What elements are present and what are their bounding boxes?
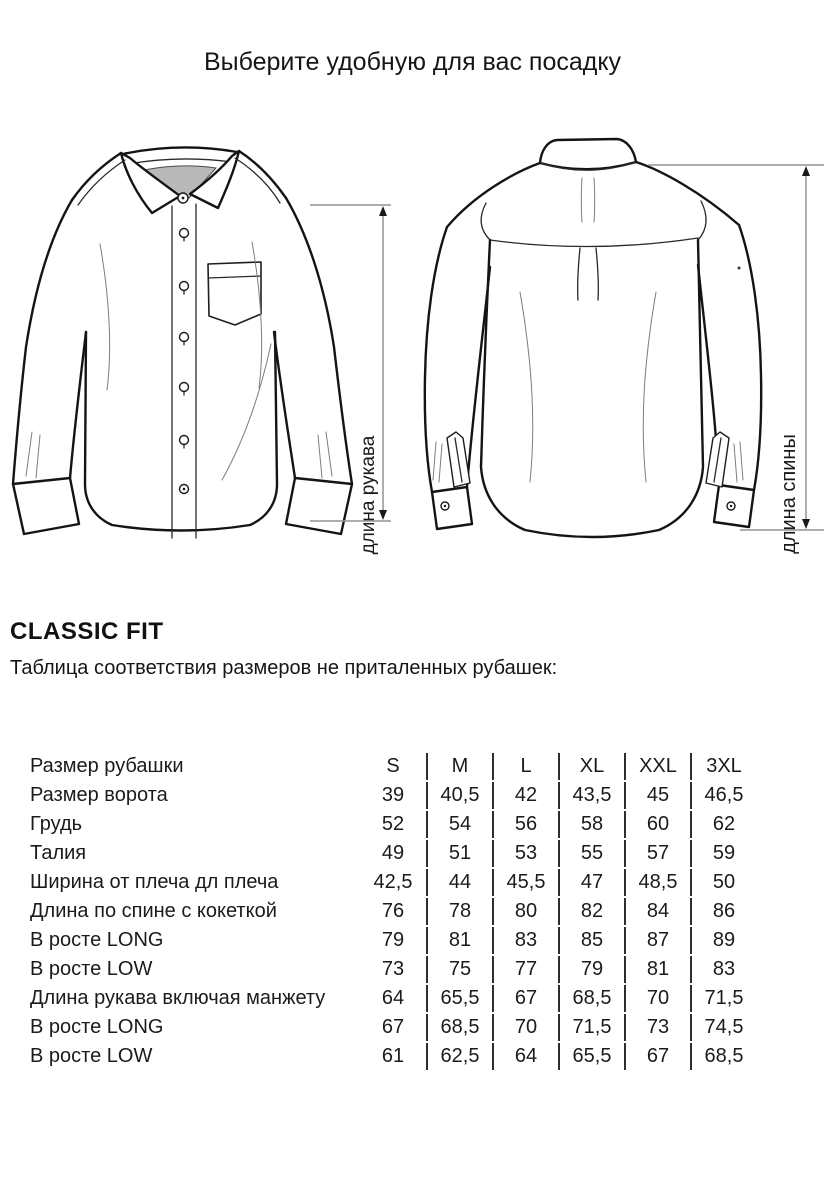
size-value-cell: 49 — [381, 842, 405, 864]
size-value-cell: 68,5 — [426, 1014, 492, 1041]
size-value-cell: 64 — [492, 1043, 558, 1070]
size-value-cell: 68,5 — [690, 1043, 756, 1070]
size-column-header: M — [426, 753, 492, 780]
size-header-row — [30, 753, 756, 780]
size-value-cell: 71,5 — [690, 985, 756, 1012]
size-value-cell: 54 — [426, 811, 492, 838]
size-value-cell: 43,5 — [558, 782, 624, 809]
size-table — [30, 751, 756, 1072]
size-value-cell: 73 — [381, 958, 405, 980]
size-value-cell: 55 — [558, 840, 624, 867]
size-value-cell: 67 — [492, 985, 558, 1012]
size-value-cell: 44 — [426, 869, 492, 896]
size-value-cell: 79 — [381, 929, 405, 951]
size-value-cell: 60 — [624, 811, 690, 838]
size-value-cell: 50 — [690, 869, 756, 896]
size-value-cell: 52 — [381, 813, 405, 835]
size-value-cell: 42,5 — [373, 871, 413, 893]
size-value-cell: 77 — [492, 956, 558, 983]
size-value-cell: 70 — [492, 1014, 558, 1041]
size-value-cell: 56 — [492, 811, 558, 838]
table-row — [30, 956, 756, 983]
page-title: Выберите удобную для вас посадку — [203, 48, 622, 76]
size-column-header: XXL — [624, 753, 690, 780]
size-value-cell: 40,5 — [426, 782, 492, 809]
size-value-cell: 76 — [381, 900, 405, 922]
size-value-cell: 53 — [492, 840, 558, 867]
size-value-cell: 82 — [558, 898, 624, 925]
row-label: Талия — [30, 842, 87, 864]
row-label: Грудь — [30, 813, 83, 835]
table-row — [30, 782, 756, 809]
size-value-cell: 57 — [624, 840, 690, 867]
size-value-cell: 75 — [426, 956, 492, 983]
table-row — [30, 869, 756, 896]
size-value-cell: 86 — [690, 898, 756, 925]
size-value-cell: 83 — [492, 927, 558, 954]
size-value-cell: 79 — [558, 956, 624, 983]
size-value-cell: 58 — [558, 811, 624, 838]
size-value-cell: 78 — [426, 898, 492, 925]
size-value-cell: 59 — [690, 840, 756, 867]
back-length-label: длина спины — [778, 434, 800, 554]
shirt-diagrams — [0, 132, 825, 580]
table-caption: Таблица соответствия размеров не приталенных рубашек: — [10, 657, 558, 679]
size-value-cell: 46,5 — [690, 782, 756, 809]
row-label: В росте LOW — [30, 958, 153, 980]
size-value-cell: 47 — [558, 869, 624, 896]
table-row — [30, 927, 756, 954]
size-value-cell: 71,5 — [558, 1014, 624, 1041]
table-row — [30, 840, 756, 867]
size-value-cell: 81 — [624, 956, 690, 983]
row-label: В росте LONG — [30, 929, 164, 951]
size-value-cell: 65,5 — [558, 1043, 624, 1070]
size-value-cell: 45,5 — [492, 869, 558, 896]
size-column-header: L — [492, 753, 558, 780]
row-label: В росте LOW — [30, 1045, 153, 1067]
size-value-cell: 45 — [624, 782, 690, 809]
size-value-cell: 84 — [624, 898, 690, 925]
size-value-cell: 85 — [558, 927, 624, 954]
size-value-cell: 80 — [492, 898, 558, 925]
size-value-cell: 83 — [690, 956, 756, 983]
size-value-cell: 61 — [381, 1045, 405, 1067]
size-value-cell: 65,5 — [426, 985, 492, 1012]
row-label: В росте LONG — [30, 1016, 164, 1038]
row-label: Размер рубашки — [30, 755, 184, 777]
table-row — [30, 985, 756, 1012]
row-label: Ширина от плеча дл плеча — [30, 871, 279, 893]
size-value-cell: 74,5 — [690, 1014, 756, 1041]
size-column-header: S — [386, 755, 400, 777]
table-row — [30, 1014, 756, 1041]
table-row — [30, 811, 756, 838]
size-value-cell: 70 — [624, 985, 690, 1012]
dimension-lines — [0, 132, 825, 580]
size-value-cell: 62,5 — [426, 1043, 492, 1070]
size-value-cell: 51 — [426, 840, 492, 867]
row-label: Длина по спине с кокеткой — [30, 900, 277, 922]
size-value-cell: 67 — [381, 1016, 405, 1038]
size-column-header: 3XL — [690, 753, 756, 780]
table-row — [30, 1043, 756, 1070]
size-value-cell: 68,5 — [558, 985, 624, 1012]
size-value-cell: 62 — [690, 811, 756, 838]
size-value-cell: 67 — [624, 1043, 690, 1070]
fit-heading: CLASSIC FIT — [10, 618, 164, 645]
size-value-cell: 64 — [381, 987, 405, 1009]
size-value-cell: 48,5 — [624, 869, 690, 896]
size-value-cell: 87 — [624, 927, 690, 954]
size-value-cell: 39 — [381, 784, 405, 806]
size-value-cell: 73 — [624, 1014, 690, 1041]
size-column-header: XL — [558, 753, 624, 780]
size-value-cell: 89 — [690, 927, 756, 954]
size-table-body — [30, 753, 756, 1070]
sleeve-length-label: длина рукава — [358, 435, 379, 555]
size-value-cell: 42 — [492, 782, 558, 809]
table-row — [30, 898, 756, 925]
row-label: Размер ворота — [30, 784, 168, 806]
row-label: Длина рукава включая манжету — [30, 987, 326, 1009]
size-value-cell: 81 — [426, 927, 492, 954]
